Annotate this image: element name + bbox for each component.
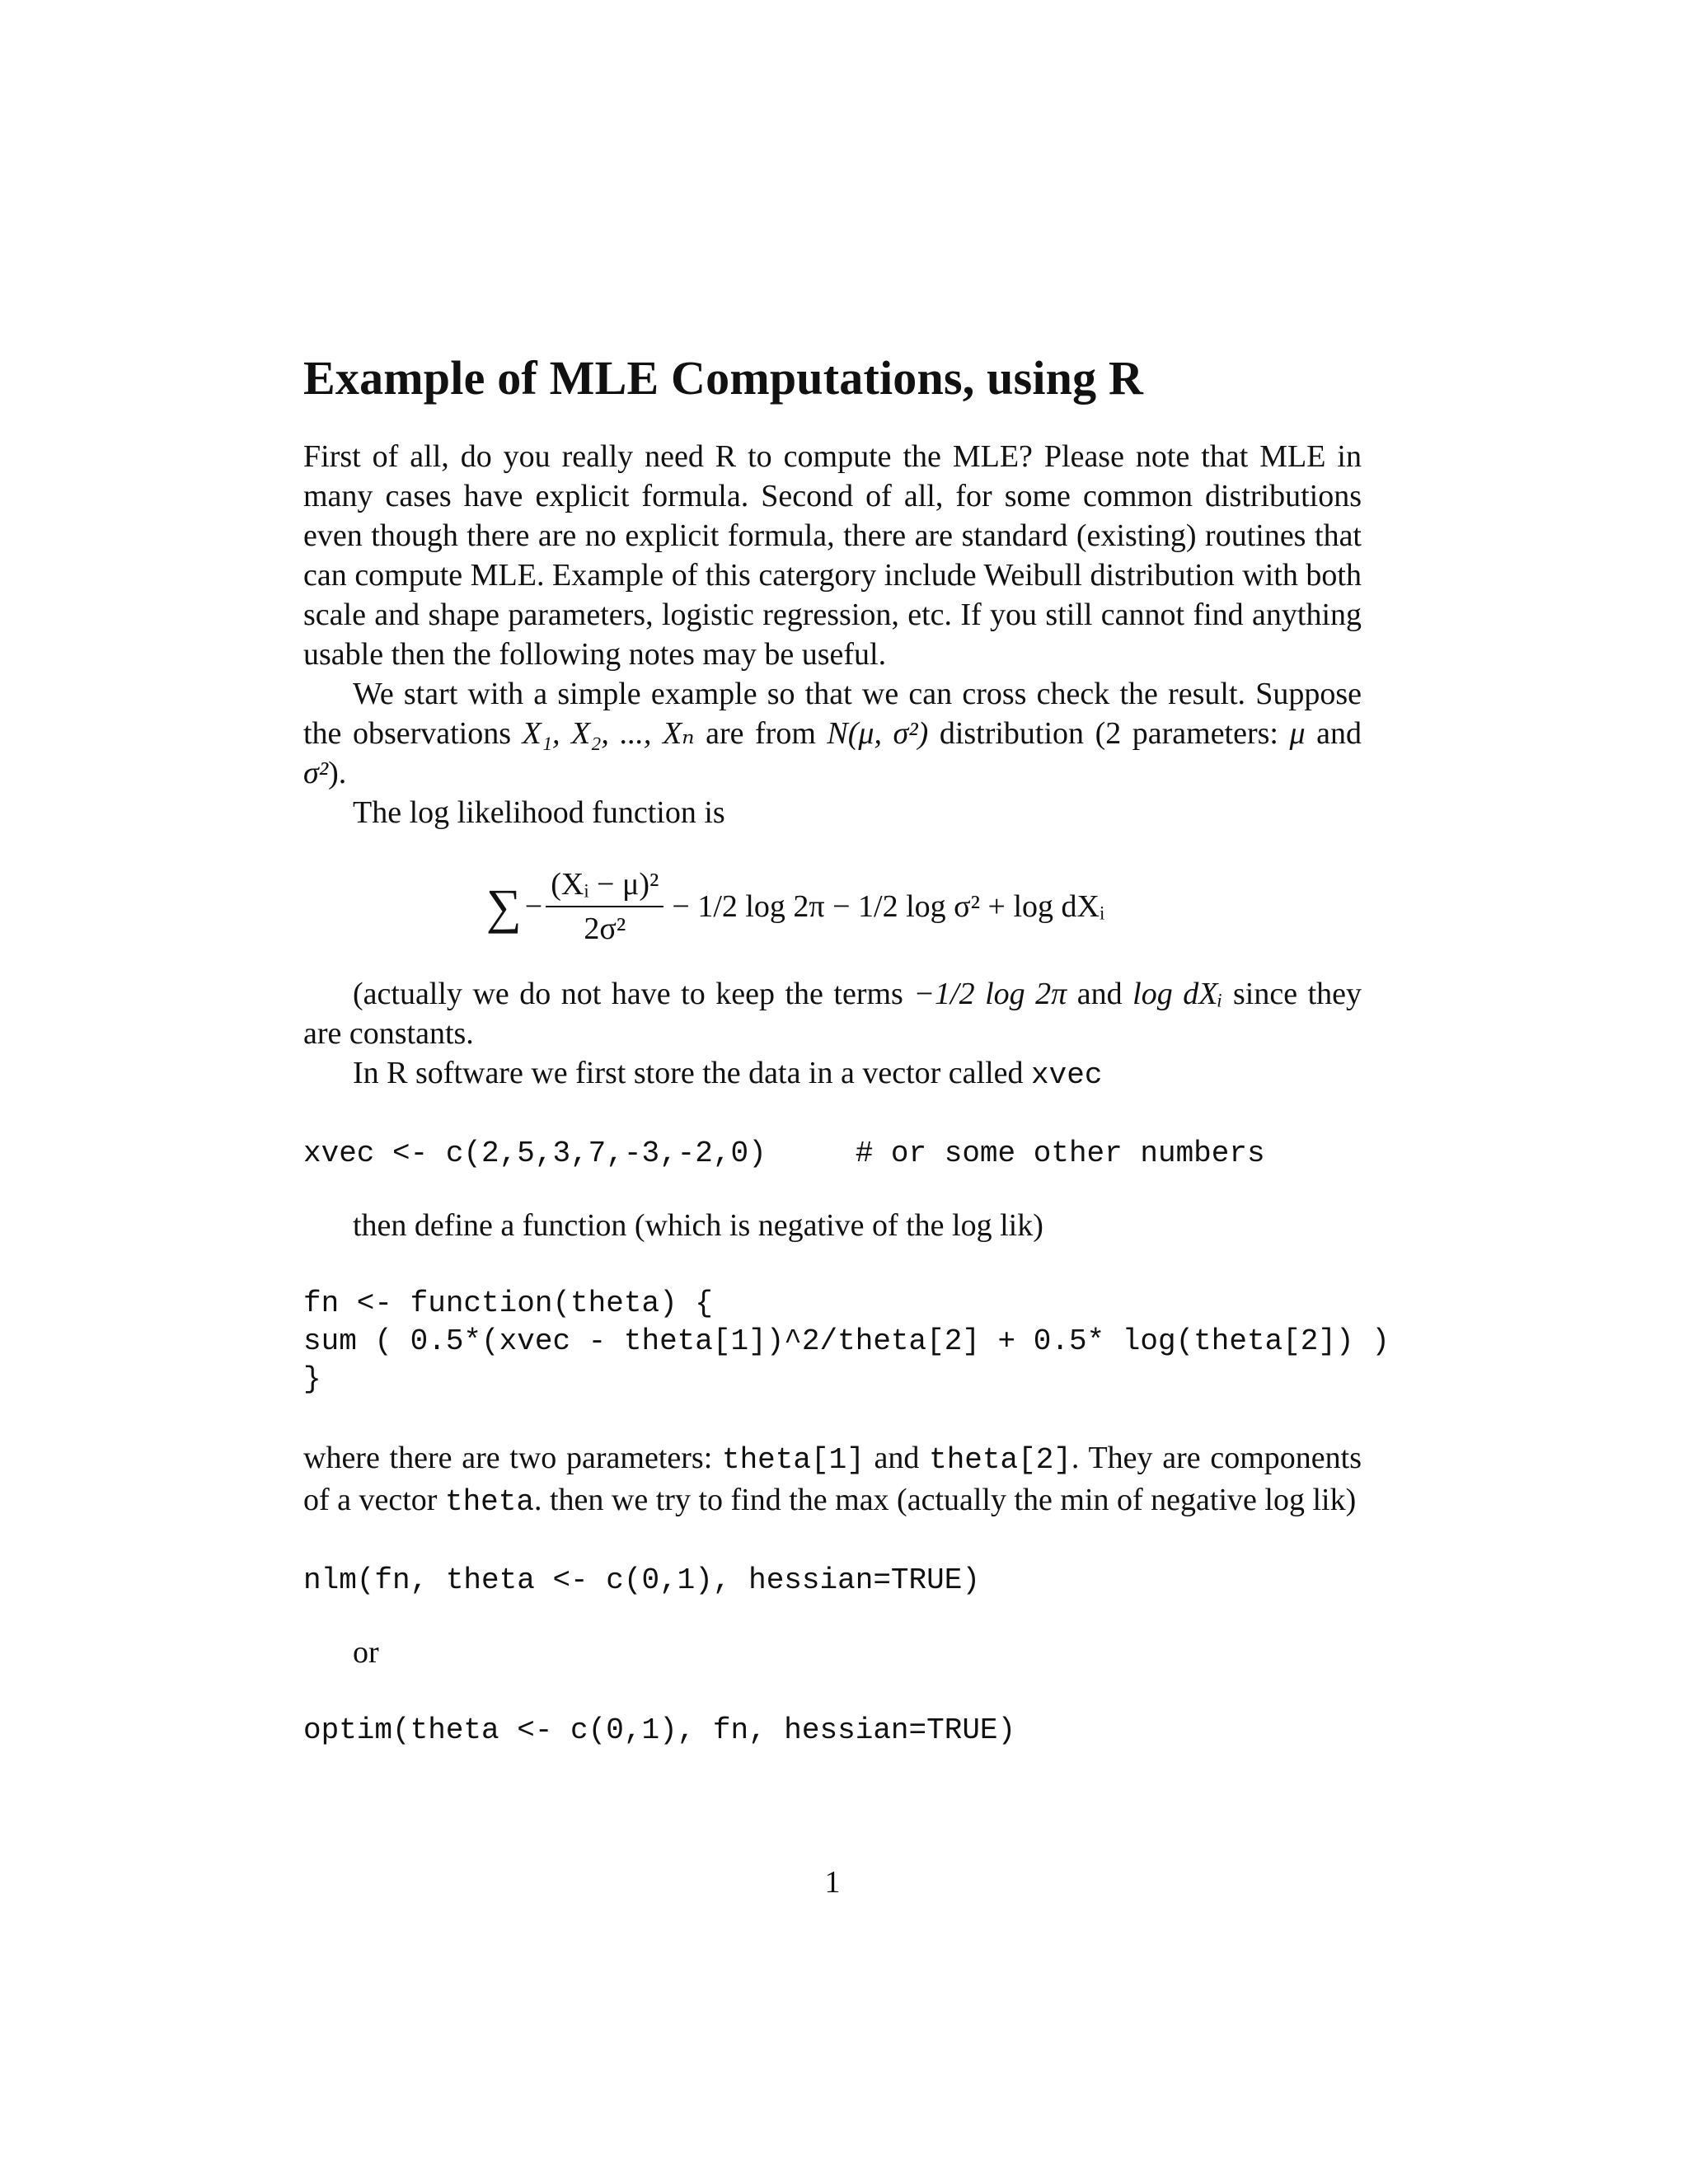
theta1-inline-code: theta[1] bbox=[721, 1443, 865, 1477]
parameters-paragraph: where there are two parameters: theta[1] and theta[2]. They are components of a vector theta. then we try to find the max (actually the min of negative log lik) bbox=[303, 1441, 1362, 1519]
constants-paragraph: (actually we do not have to keep the terms −1/2 log 2π and log dXᵢ since they are constants. bbox=[303, 977, 1362, 1051]
fraction-numerator: (Xᵢ − μ)² bbox=[551, 867, 659, 902]
mu-math: μ bbox=[1289, 716, 1306, 751]
log-likelihood-intro: The log likelihood function is bbox=[353, 795, 725, 830]
theta2-inline-code: theta[2] bbox=[929, 1443, 1071, 1477]
code-block-optim: optim(theta <- c(0,1), fn, hessian=TRUE) bbox=[303, 1713, 1016, 1747]
intro-paragraph: First of all, do you really need R to compute the MLE? Please note that MLE in many cases have explicit formula. Second of all, for some common distributions even though there are no explicit formula, there are standard (existing) routines that can compute MLE. Example of this catergory include Weibull distribution with both scale and shape parameters, logistic regression, etc. If you still cannot find anything usable then the following notes may be useful. bbox=[303, 439, 1362, 672]
log-likelihood-equation bbox=[303, 847, 1362, 966]
equation-minus: − bbox=[524, 889, 543, 924]
xvec-inline-code: xvec bbox=[1031, 1058, 1103, 1092]
observations-math: X₁, X₂, ..., Xₙ bbox=[522, 716, 695, 751]
page-title: Example of MLE Computations, using R bbox=[303, 351, 1144, 405]
theta-inline-code: theta bbox=[444, 1485, 534, 1519]
summation-symbol: ∑ bbox=[486, 879, 522, 934]
normal-distribution-math: N(μ, σ²) bbox=[827, 716, 929, 751]
document-page bbox=[303, 0, 1390, 2184]
code-block-function: fn <- function(theta) { sum ( 0.5*(xvec - theta[1])^2/theta[2] + 0.5* log(theta[2]) ) } bbox=[303, 1286, 1390, 1396]
equation-remainder: − 1/2 log 2π − 1/2 log σ² + log dXᵢ bbox=[672, 889, 1105, 924]
example-paragraph: We start with a simple example so that we can cross check the result. Suppose the observations X₁, X₂, ..., Xₙ are from N(μ, σ²) distribution (2 parameters: μ and σ²). bbox=[303, 677, 1362, 790]
document-body bbox=[303, 437, 1390, 1750]
fraction-denominator: 2σ² bbox=[584, 912, 626, 946]
equation-fraction bbox=[546, 866, 663, 947]
sigma-squared-math: σ² bbox=[303, 756, 329, 790]
code-block-xvec: xvec <- c(2,5,3,7,-3,-2,0) # or some other numbers bbox=[303, 1137, 1265, 1170]
define-function-paragraph: then define a function (which is negative of the log lik) bbox=[353, 1208, 1043, 1243]
or-paragraph: or bbox=[353, 1635, 379, 1670]
constant-term-2: log dXᵢ bbox=[1132, 977, 1223, 1011]
code-block-nlm: nlm(fn, theta <- c(0,1), hessian=TRUE) bbox=[303, 1563, 980, 1597]
constant-term-1: −1/2 log 2π bbox=[913, 977, 1067, 1011]
store-data-paragraph: In R software we first store the data in a vector called xvec bbox=[353, 1056, 1103, 1092]
page-number: 1 bbox=[824, 1865, 841, 1900]
